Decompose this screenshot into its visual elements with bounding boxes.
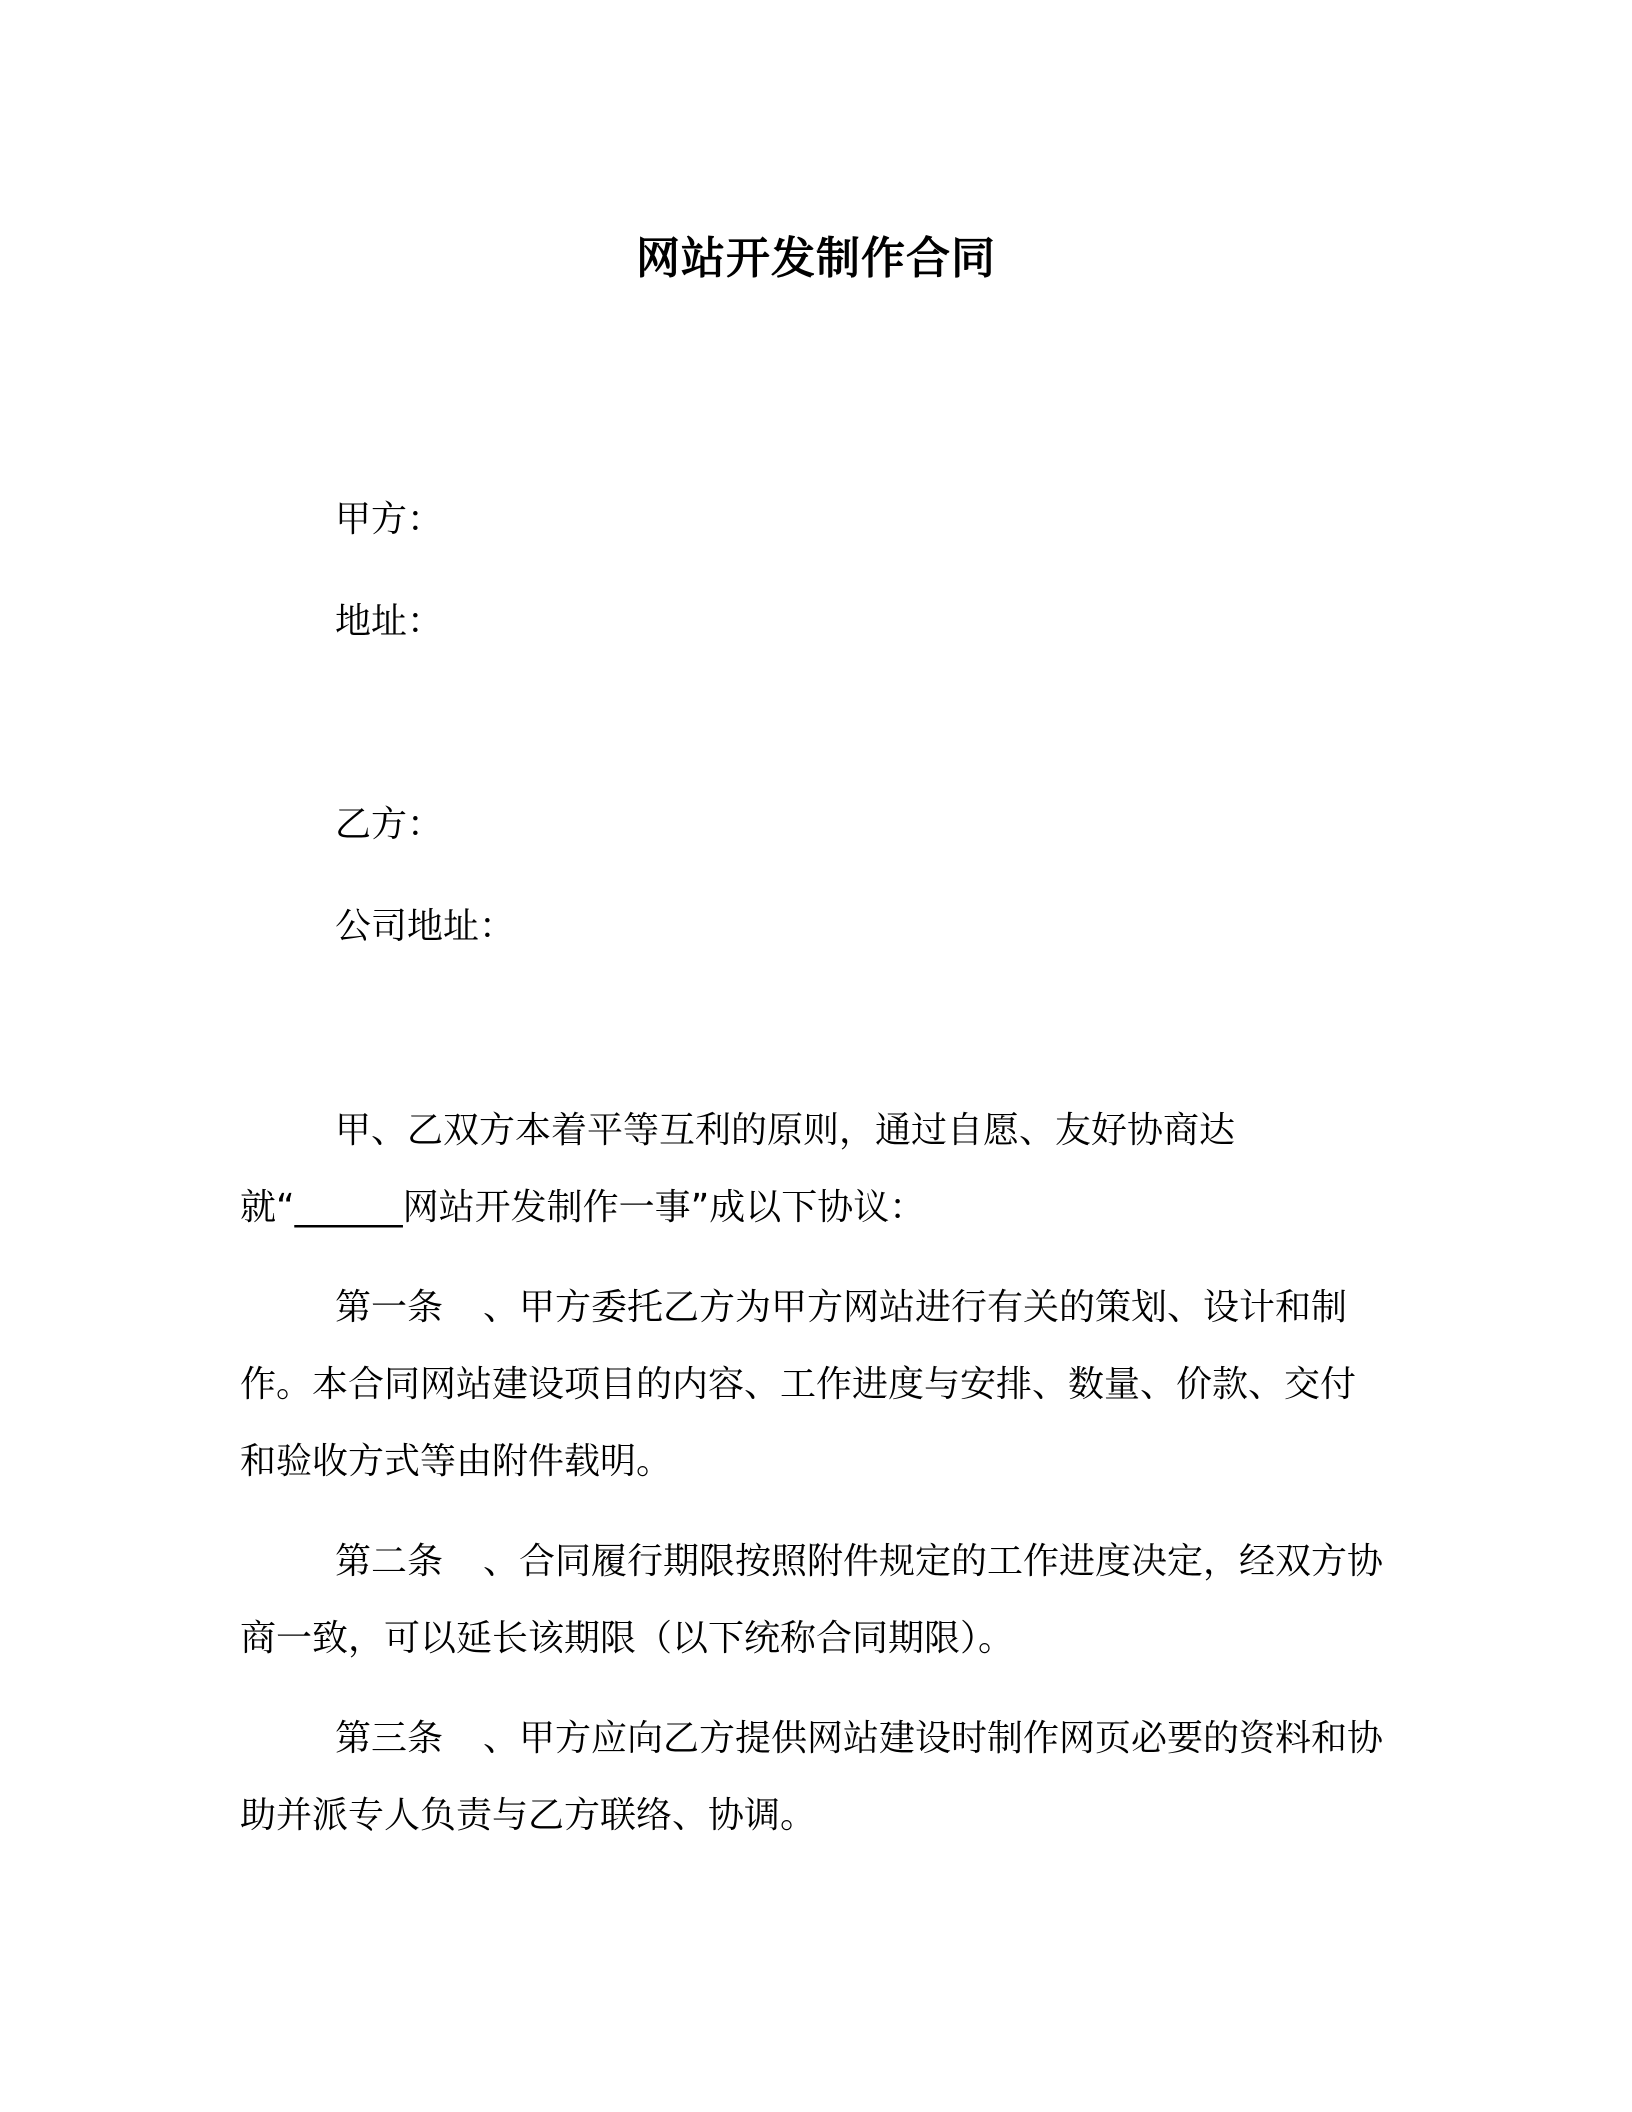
article-3-text: 、甲方应向乙方提供网站建设时制作网页必要的资料和协助并派专人负责与乙方联络、协调。 [240, 1718, 1384, 1836]
article-1-text: 、甲方委托乙方为甲方网站进行有关的策划、设计和制作。本合同网站建设项目的内容、工作进度与安排、数量、价款、交付和验收方式等由附件载明。 [240, 1287, 1357, 1482]
party-a-label: 甲方： [335, 499, 444, 540]
article-2-number: 第二条 [335, 1541, 444, 1582]
article-2 [240, 1523, 1390, 1677]
party-b-label: 乙方： [335, 804, 444, 845]
article-2-text: 、合同履行期限按照附件规定的工作进度决定，经双方协商一致，可以延长该期限（以下统称合同期限）。 [240, 1541, 1384, 1659]
article-3-number: 第三条 [335, 1718, 444, 1759]
party-b-address-label: 公司地址： [335, 906, 516, 947]
preamble-paragraph: 甲、乙双方本着平等互利的原则，通过自愿、友好协商达就“______网站开发制作一事”成以下协议： [240, 1110, 1236, 1228]
article-3 [240, 1700, 1390, 1854]
document-title: 网站开发制作合同 [636, 233, 996, 284]
article-1-number: 第一条 [335, 1287, 444, 1328]
party-a-address-label: 地址： [335, 601, 444, 642]
article-1 [240, 1269, 1390, 1500]
